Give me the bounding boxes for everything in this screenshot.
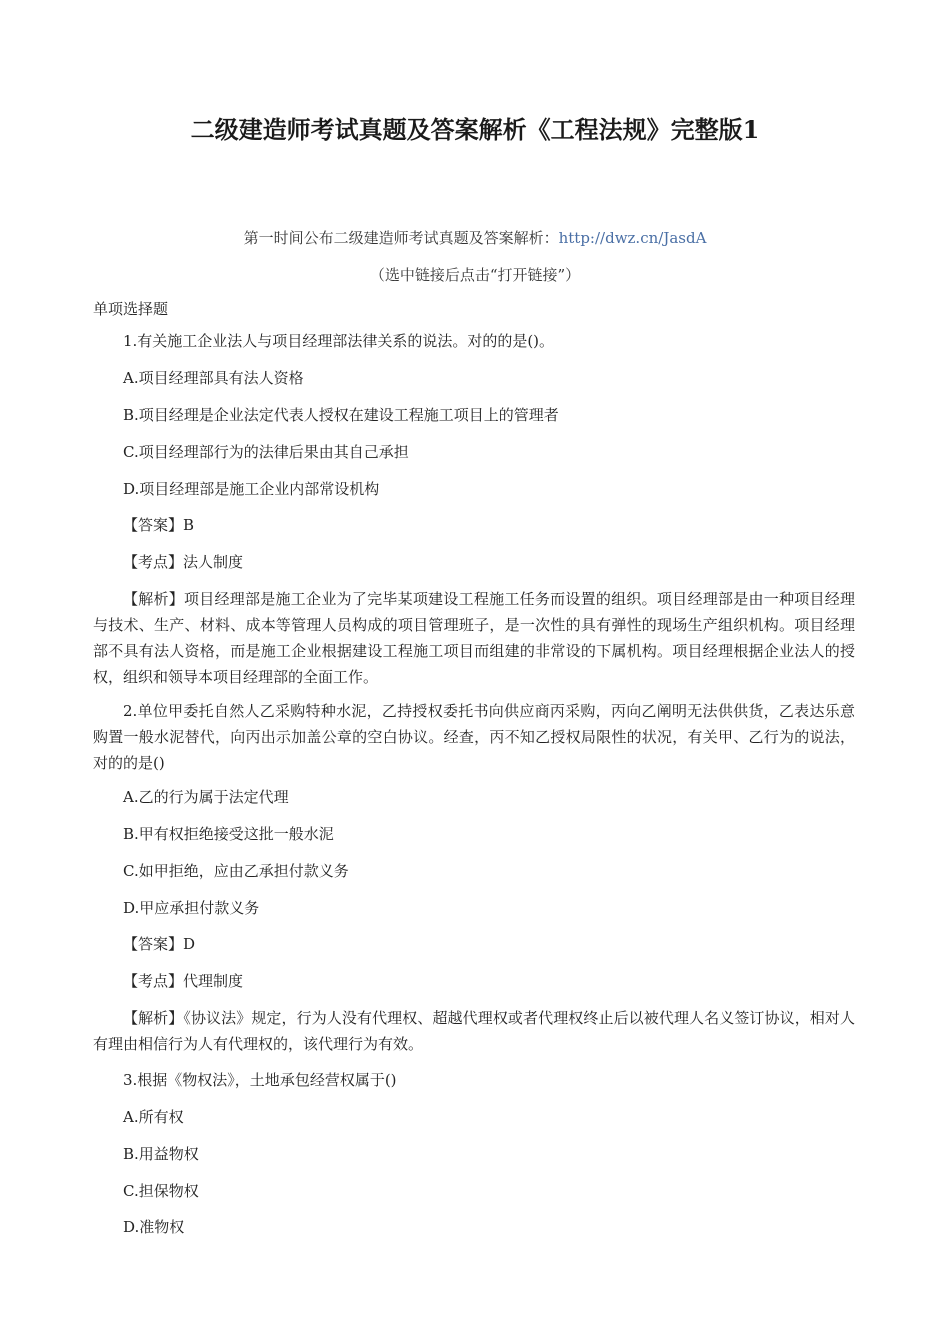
q2-answer: 【答案】D (123, 935, 196, 953)
document-title: 二级建造师考试真题及答案解析《工程法规》完整版1 (190, 115, 760, 144)
q2-point: 【考点】代理制度 (123, 972, 244, 990)
q3-option-a: A.所有权 (123, 1108, 184, 1126)
q1-point: 【考点】法人制度 (123, 553, 244, 571)
q2-option-a: A.乙的行为属于法定代理 (123, 788, 289, 806)
intro-link[interactable]: http://dwz.cn/JasdA (558, 229, 707, 247)
q3-option-d: D.准物权 (123, 1218, 185, 1236)
q3-option-c: C.担保物权 (123, 1182, 199, 1200)
q3-option-b: B.用益物权 (123, 1145, 199, 1163)
section-heading: 单项选择题 (93, 300, 169, 318)
link-hint: （选中链接后点击“打开链接”） (369, 266, 581, 284)
q1-option-b: B.项目经理是企业法定代表人授权在建设工程施工项目上的管理者 (123, 406, 559, 424)
q2-stem: 2.单位甲委托自然人乙采购特种水泥，乙持授权委托书向供应商丙采购，丙向乙阐明无法供供货，乙表达乐意购置一般水泥替代，向丙出示加盖公章的空白协议。经查，丙不知乙授权局限性的状况，有关甲、乙行为的说法，对的的是() (93, 702, 855, 772)
q1-option-c: C.项目经理部行为的法律后果由其自己承担 (123, 443, 409, 461)
q1-stem: 1.有关施工企业法人与项目经理部法律关系的说法。对的的是()。 (123, 332, 555, 350)
q3-stem: 3.根据《物权法》，土地承包经营权属于() (123, 1071, 397, 1089)
q1-option-a: A.项目经理部具有法人资格 (123, 369, 304, 387)
q2-option-b: B.甲有权拒绝接受这批一般水泥 (123, 825, 334, 843)
q1-answer: 【答案】B (123, 516, 195, 534)
q2-option-d: D.甲应承担付款义务 (123, 899, 260, 917)
q1-analysis: 【解析】项目经理部是施工企业为了完毕某项建设工程施工任务而设置的组织。项目经理部是由一种项目经理与技术、生产、材料、成本等管理人员构成的项目管理班子，是一次性的具有弹性的现场生产组织机构。项目经理部不具有法人资格，而是施工企业根据建设工程施工项目而组建的非常设的下属机构。项目经理根据企业法人的授权，组织和领导本项目经理部的全面工作。 (93, 590, 855, 686)
q1-option-d: D.项目经理部是施工企业内部常设机构 (123, 480, 380, 498)
intro-line (0, 227, 950, 248)
q2-analysis: 【解析】《协议法》规定，行为人没有代理权、超越代理权或者代理权终止后以被代理人名义签订协议，相对人有理由相信行为人有代理权的，该代理行为有效。 (93, 1009, 855, 1053)
intro-text: 第一时间公布二级建造师考试真题及答案解析： (243, 229, 559, 247)
q2-option-c: C.如甲拒绝，应由乙承担付款义务 (123, 862, 349, 880)
